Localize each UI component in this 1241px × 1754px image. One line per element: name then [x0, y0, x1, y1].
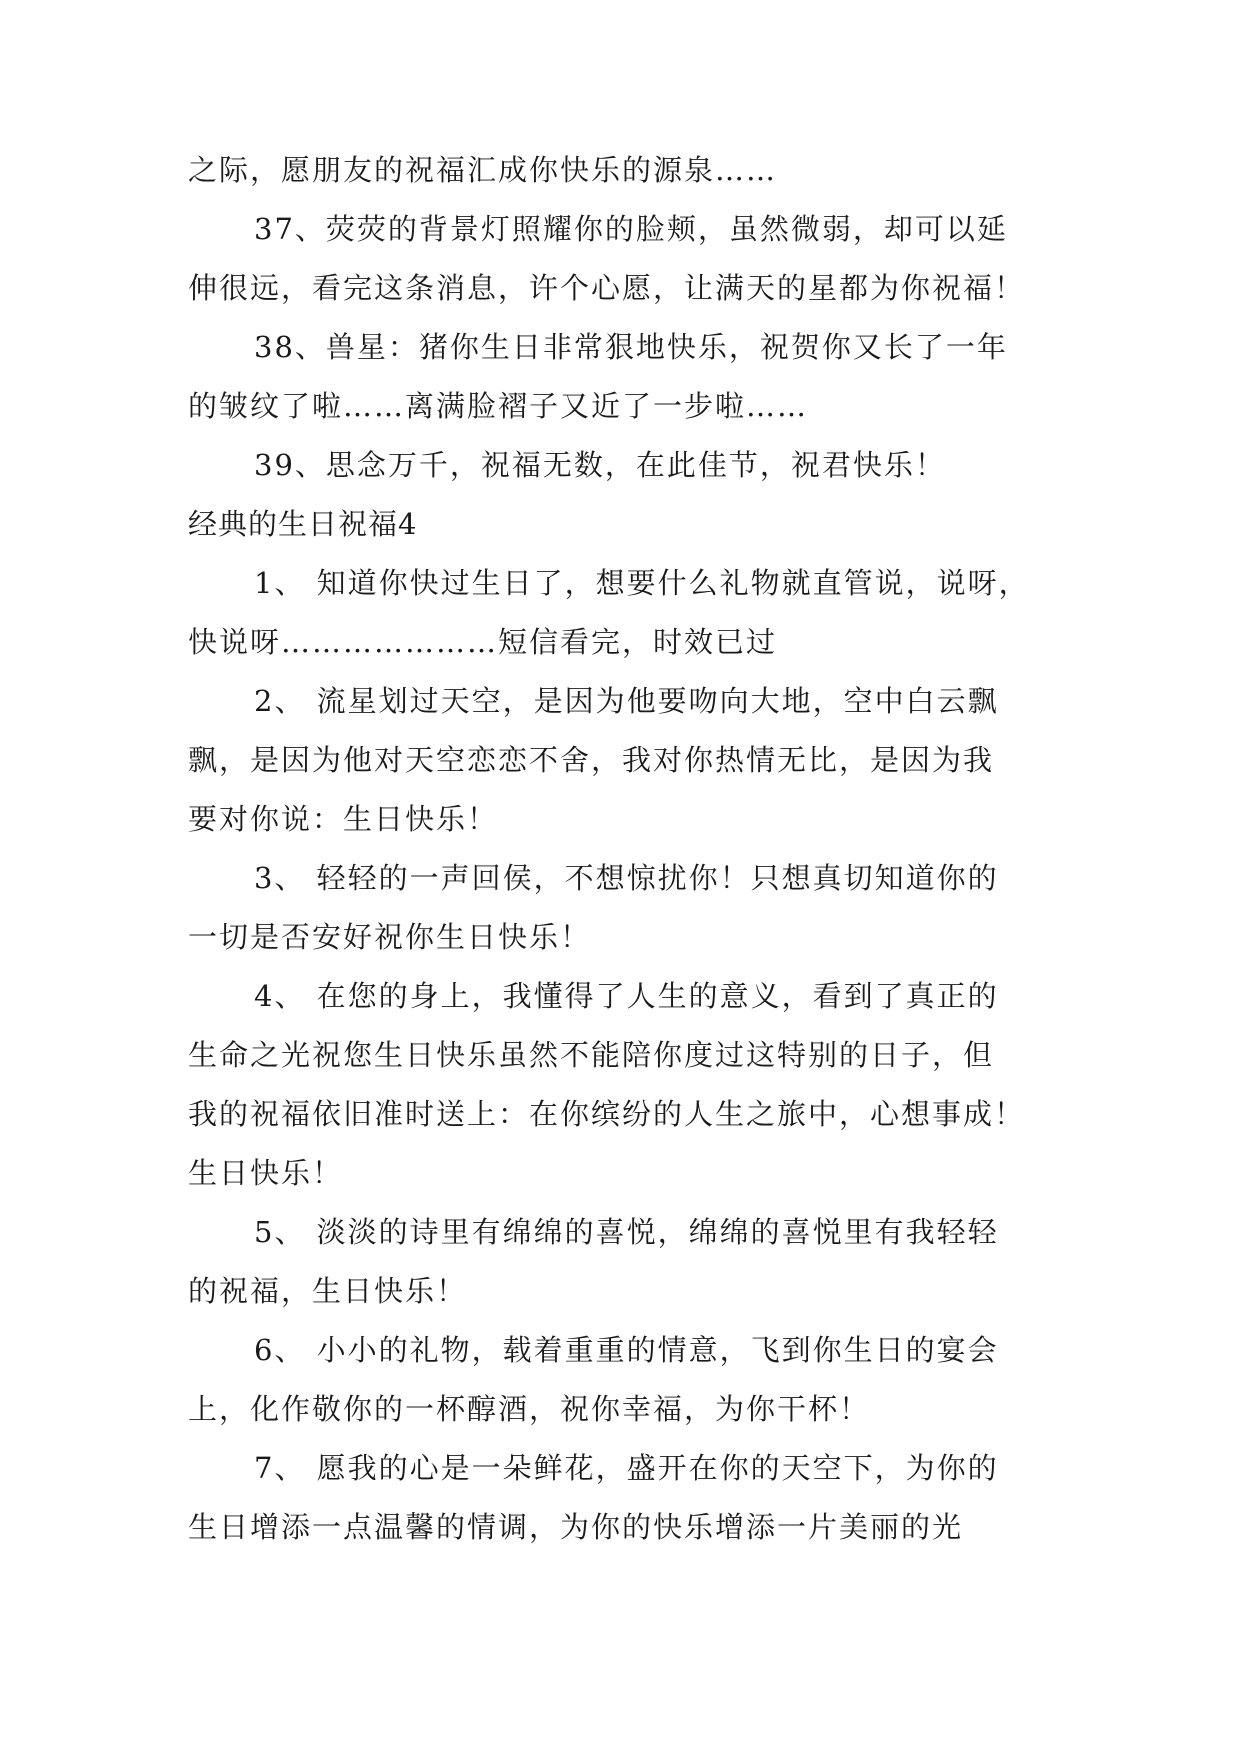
text-line: 的祝福，生日快乐！ — [188, 1274, 468, 1308]
text-line: 生日快乐！ — [188, 1156, 344, 1190]
text-line: 1、 知道你快过生日了，想要什么礼物就直管说，说呀， — [254, 566, 1030, 600]
text-line: 快说呀…………………短信看完，时效已过 — [188, 625, 778, 659]
text-line: 3、 轻轻的一声回侯，不想惊扰你！只想真切知道你的 — [254, 861, 999, 895]
text-line: 要对你说：生日快乐！ — [188, 802, 499, 836]
text-line: 我的祝福依旧准时送上：在你缤纷的人生之旅中，心想事成！ — [188, 1097, 1026, 1131]
text-line: 2、 流星划过天空，是因为他要吻向大地，空中白云飘 — [254, 684, 999, 718]
text-line: 之际，愿朋友的祝福汇成你快乐的源泉…… — [188, 153, 778, 187]
section-heading: 经典的生日祝福4 — [188, 507, 418, 541]
text-line: 7、 愿我的心是一朵鲜花，盛开在你的天空下，为你的 — [254, 1451, 999, 1485]
text-line: 一切是否安好祝你生日快乐！ — [188, 920, 592, 954]
text-line: 6、 小小的礼物，载着重重的情意，飞到你生日的宴会 — [254, 1333, 999, 1367]
text-line: 5、 淡淡的诗里有绵绵的喜悦，绵绵的喜悦里有我轻轻 — [254, 1215, 999, 1249]
text-line: 生日增添一点温馨的情调，为你的快乐增添一片美丽的光 — [188, 1510, 964, 1544]
text-line: 37、荧荧的背景灯照耀你的脸颊，虽然微弱，却可以延 — [254, 212, 1008, 246]
text-line: 38、兽星：猪你生日非常狠地快乐，祝贺你又长了一年 — [254, 330, 1008, 364]
text-line: 的皱纹了啦……离满脸褶子又近了一步啦…… — [188, 389, 809, 423]
text-line: 上，化作敬你的一杯醇酒，祝你幸福，为你干杯！ — [188, 1392, 871, 1426]
text-line: 伸很远，看完这条消息，许个心愿，让满天的星都为你祝福！ — [188, 271, 1026, 305]
text-line: 生命之光祝您生日快乐虽然不能陪你度过这特别的日子，但 — [188, 1038, 995, 1072]
text-line: 飘，是因为他对天空恋恋不舍，我对你热情无比，是因为我 — [188, 743, 995, 777]
text-line: 39、思念万千，祝福无数，在此佳节，祝君快乐！ — [254, 448, 946, 482]
text-line: 4、 在您的身上，我懂得了人生的意义，看到了真正的 — [254, 979, 999, 1013]
